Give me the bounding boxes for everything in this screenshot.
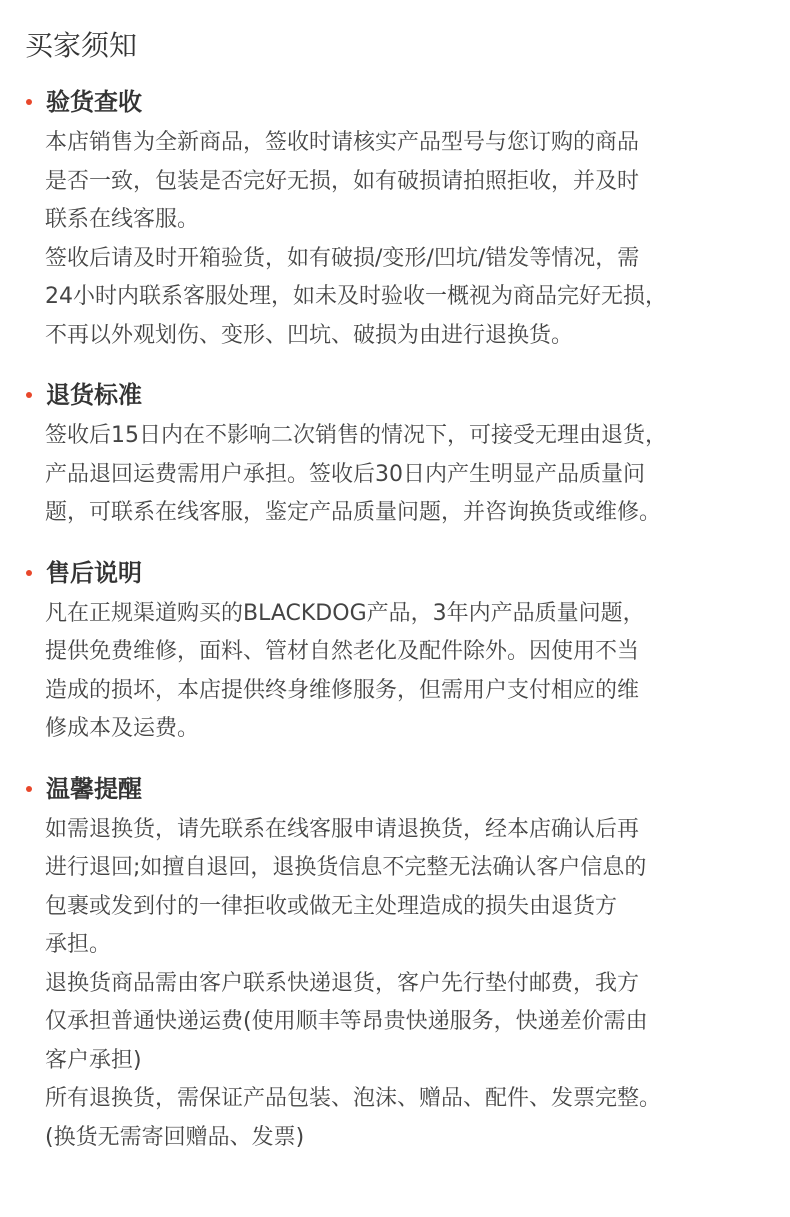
bullet-dot-icon [26, 786, 32, 792]
paragraph: 凡在正规渠道购买的BLACKDOG产品，3年内产品质量问题， 提供免费维修，面料、管材自然老化及配件除外。因使用不当 造成的损坏，本店提供终身维修服务，但需用户支付相应的维 修成本及运费。 [45, 600, 645, 741]
section-after-sales [25, 553, 790, 749]
section-body [45, 124, 765, 355]
section-header [25, 769, 790, 809]
section-header [25, 553, 790, 593]
section-title: 温馨提醒 [46, 774, 142, 803]
bullet-dot-icon [26, 392, 32, 398]
section-title: 验货查收 [46, 88, 142, 116]
paragraph: 退换货商品需由客户联系快递退货，客户先行垫付邮费，我方 仅承担普通快递运费(使用顺丰等昂贵快递服务，快递差价需由 客户承担) [45, 970, 648, 1073]
section-header [25, 82, 790, 122]
section-body [45, 811, 765, 1158]
bullet-dot-icon [26, 570, 32, 576]
section-body [45, 595, 765, 749]
paragraph: 签收后15日内在不影响二次销售的情况下，可接受无理由退货， 产品退回运费需用户承担。签收后30日内产生明显产品质量问 题，可联系在线客服，鉴定产品质量问题，并咨询换货或维修。 [45, 423, 667, 525]
section-title: 售后说明 [46, 558, 142, 587]
page-title: 买家须知 [25, 29, 138, 62]
paragraph: 如需退换货，请先联系在线客服申请退换货，经本店确认后再 进行退回;如擅自退回，退换货信息不完整无法确认客户信息的 包裹或发到付的一律拒收或做无主处理造成的损失由退货方 承担。 [45, 816, 647, 957]
section-body [45, 417, 765, 533]
paragraph: 所有退换货，需保证产品包装、泡沫、赠品、配件、发票完整。 (换货无需寄回赠品、发票) [45, 1086, 662, 1150]
section-reminder [25, 769, 790, 1158]
paragraph: 签收后请及时开箱验货，如有破损/变形/凹坑/错发等情况，需 24小时内联系客服处理，如未及时验收一概视为商品完好无损， 不再以外观划伤、变形、凹坑、破损为由进行退换货。 [45, 245, 667, 348]
bullet-dot-icon [26, 99, 32, 105]
section-inspection [25, 82, 790, 355]
section-title: 退货标准 [46, 381, 142, 409]
paragraph: 本店销售为全新商品，签收时请核实产品型号与您订购的商品 是否一致，包装是否完好无损，如有破损请拍照拒收，并及时 联系在线客服。 [45, 130, 640, 232]
section-header [25, 375, 790, 415]
section-return-policy [25, 375, 790, 533]
